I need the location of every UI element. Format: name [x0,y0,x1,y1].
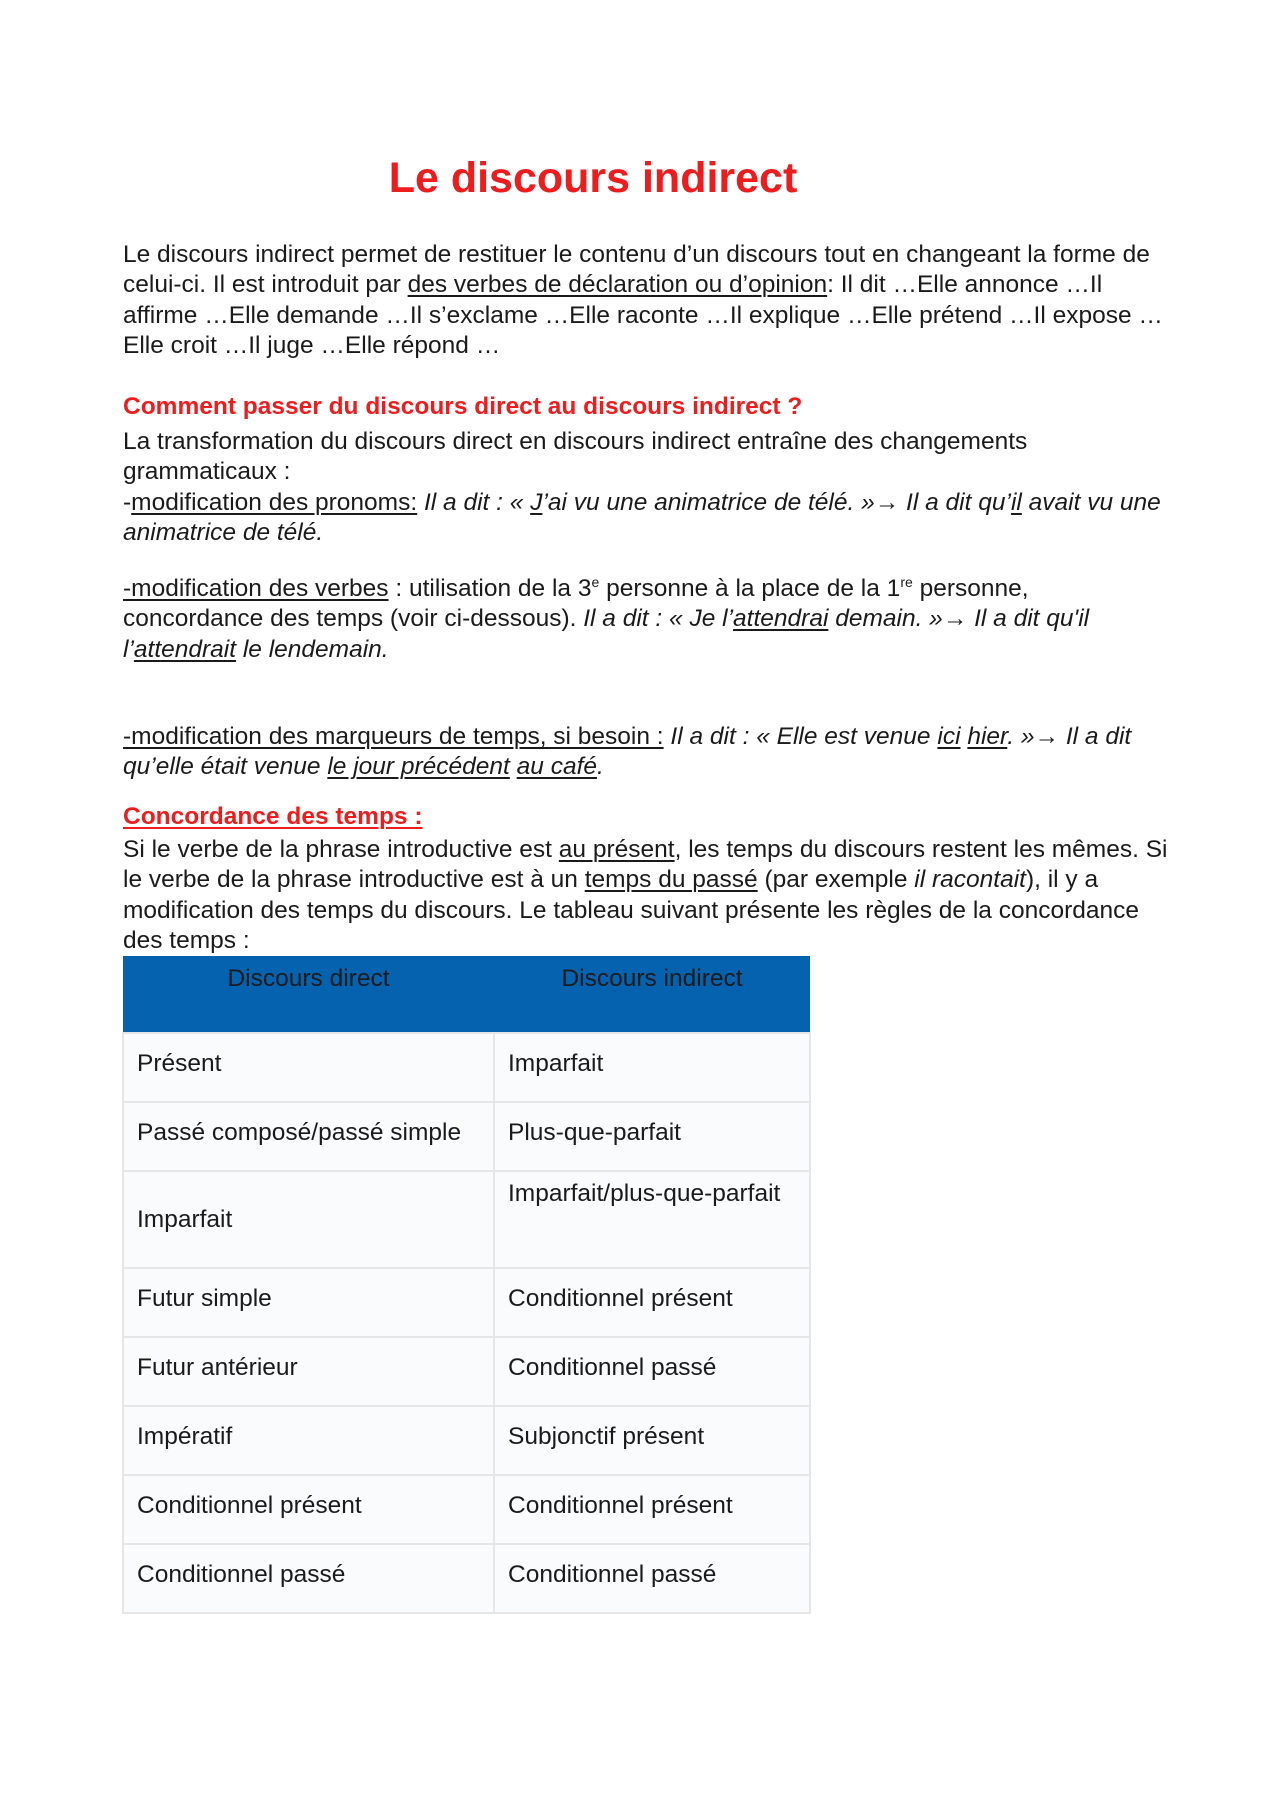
marqueurs-space-2 [510,753,517,780]
pronoms-example-u1: J [530,488,543,516]
table-cell: Imparfait [123,1171,494,1268]
table-cell: Imparfait/plus-que-parfait [494,1171,810,1268]
concord-text-3: (par exemple [757,866,915,894]
table-row [123,1033,810,1102]
table-cell: Conditionnel passé [123,1544,494,1613]
verbes-text-2: personne à la place de la 1 [599,575,901,602]
table-cell: Conditionnel passé [494,1544,810,1613]
pronoms-line [123,488,1168,549]
verbes-example-u1: attendrai [733,605,829,633]
concordance-paragraph [123,835,1168,956]
pronoms-example-3: Il a dit qu’ [899,488,1011,516]
intro-paragraph [123,240,1168,361]
verbes-example-1: Il a dit : « Je l’ [583,605,734,633]
marqueurs-example-4: . [597,753,604,781]
table-row [123,1171,810,1268]
verbes-sup-1: e [591,573,600,590]
arrow-icon: → [1034,723,1060,750]
verbes-example-4: le lendemain. [236,635,389,663]
intro-text-2: : Il dit …Elle annonce …Il affirme …Elle demande …Il s’exclame …Elle raconte …Il explique …Elle prétend …Il expose …Elle croit …Il juge …Elle répond … [123,271,1163,359]
pronoms-example-2: ’ai vu une animatrice de télé. » [542,488,875,516]
verbes-example-u2: attendrait [133,635,237,663]
verbes-label: -modification des verbes [123,575,389,602]
table-cell: Subjonctif présent [494,1406,810,1475]
table-cell: Imparfait [494,1033,810,1102]
page-title: Le discours indirect [388,154,798,202]
table-row [123,1475,810,1544]
section-heading-concordance [123,802,1168,832]
pronoms-label: modification des pronoms: [131,488,418,516]
concord-italic: il racontait [914,866,1026,894]
marqueurs-example-3: Il a dit qu’elle était venue [123,723,1132,781]
verbes-paragraph [123,574,1168,665]
marqueurs-label: -modification des marqueurs de temps, si besoin : [123,723,664,750]
concord-text-2: , les temps du discours restent les mêmes. Si le verbe de la phrase introductive est à un [123,836,1168,894]
column-header-indirect: Discours indirect [494,956,810,1033]
verbes-example-3: Il a dit qu'il l’ [123,605,1090,663]
table-cell: Passé composé/passé simple [123,1102,494,1171]
pronoms-example-1: Il a dit : « [417,488,531,516]
heading-concordance: Concordance des temps : [123,803,423,830]
table-cell: Futur simple [123,1268,494,1337]
marqueurs-example-u2: hier [967,723,1008,750]
verbes-text-1: : utilisation de la 3 [388,575,592,602]
marqueurs-example-1: Il a dit : « Elle est venue [663,723,938,750]
table-cell: Conditionnel présent [494,1268,810,1337]
pronoms-paragraph [123,427,1168,548]
pronoms-example-u2: il [1010,488,1022,516]
arrow-icon: → [874,488,900,516]
table-row [123,1268,810,1337]
transformation-lead: La transformation du discours direct en discours indirect entraîne des changements grammaticaux : [123,428,1028,486]
marqueurs-example-2: . » [1007,723,1035,750]
intro-text-1: Le discours indirect permet de restituer le contenu d’un discours tout en changeant la forme de celui-ci. Il est introduit par [123,241,1150,299]
pronoms-example-4: avait vu une animatrice de télé. [123,488,1161,546]
arrow-icon: → [942,605,968,633]
dash: - [123,488,132,516]
table-row [123,1406,810,1475]
table-cell: Présent [123,1033,494,1102]
concord-text-4: ), il y a modification des temps du discours. Le tableau suivant présente les règles de la concordance des temps : [123,866,1139,954]
table-cell: Impératif [123,1406,494,1475]
marqueurs-example-u4: au café [516,753,598,781]
table-cell: Plus-que-parfait [494,1102,810,1171]
intro-underlined: des verbes de déclaration ou d’opinion [407,271,828,299]
concord-underlined-1: au présent [558,836,675,863]
heading-comment: Comment passer du discours direct au discours indirect ? [123,393,803,420]
column-header-direct: Discours direct [123,956,494,1033]
table-cell: Futur antérieur [123,1337,494,1406]
concord-text-1: Si le verbe de la phrase introductive est [123,836,559,863]
verbes-text-3: personne, concordance des temps (voir ci-dessous). [123,575,1029,633]
concord-underlined-2: temps du passé [584,866,758,894]
marqueurs-paragraph [123,722,1168,783]
concordance-table [122,956,811,1614]
table-header-row [123,956,810,1033]
table-cell: Conditionnel passé [494,1337,810,1406]
table-cell: Conditionnel présent [123,1475,494,1544]
section-heading-comment [123,392,1168,422]
table-row [123,1102,810,1171]
table-cell: Conditionnel présent [494,1475,810,1544]
marqueurs-example-u1: ici [937,723,961,750]
verbes-example-2: demain. » [828,605,943,633]
marqueurs-example-u3: le jour précédent [327,753,510,781]
verbes-sup-2: re [900,573,913,590]
table-row [123,1544,810,1613]
table-row [123,1337,810,1406]
